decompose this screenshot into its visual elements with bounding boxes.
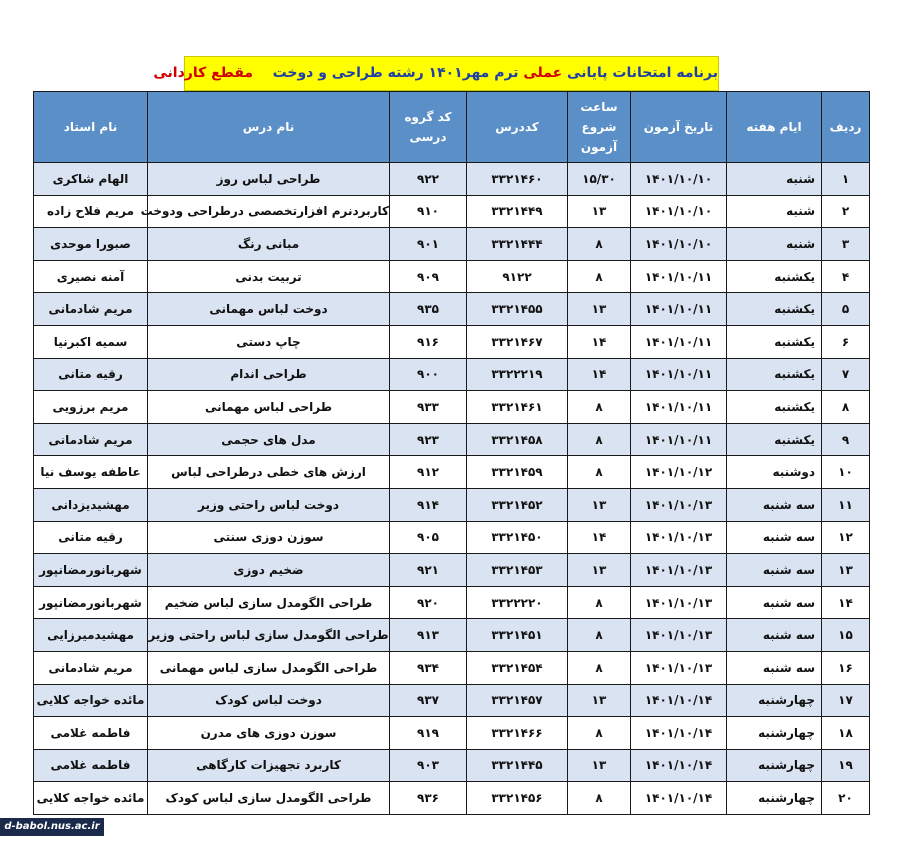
cell-date: ۱۴۰۱/۱۰/۱۱ xyxy=(631,358,727,391)
cell-course-code: ۳۳۲۱۴۵۳ xyxy=(467,554,568,587)
table-row xyxy=(34,456,870,489)
cell-teacher: صبورا موحدی xyxy=(34,228,148,261)
cell-date: ۱۴۰۱/۱۰/۱۴ xyxy=(631,717,727,750)
table-row xyxy=(34,423,870,456)
cell-course-name: طراحی الگومدل سازی لباس مهمانی xyxy=(148,651,390,684)
table-row xyxy=(34,228,870,261)
header-group-code: کد گروه درسی xyxy=(390,92,467,163)
cell-teacher: سمیه اکبرنیا xyxy=(34,325,148,358)
cell-weekday: سه شنبه xyxy=(727,619,822,652)
cell-teacher: شهربانورمضانپور xyxy=(34,554,148,587)
cell-weekday: چهارشنبه xyxy=(727,782,822,815)
cell-row-number: ۱۷ xyxy=(822,684,870,717)
cell-course-code: ۳۳۲۱۴۵۵ xyxy=(467,293,568,326)
header-time: ساعت شروع آزمون xyxy=(568,92,631,163)
cell-row-number: ۹ xyxy=(822,423,870,456)
cell-group-code: ۹۳۳ xyxy=(390,391,467,424)
cell-group-code: ۹۱۶ xyxy=(390,325,467,358)
cell-teacher: فاطمه غلامی xyxy=(34,749,148,782)
cell-time: ۱۴ xyxy=(568,325,631,358)
table-row xyxy=(34,782,870,815)
cell-course-name: طراحی لباس روز xyxy=(148,163,390,196)
cell-row-number: ۱۸ xyxy=(822,717,870,750)
cell-course-code: ۳۳۲۱۴۶۶ xyxy=(467,717,568,750)
cell-teacher: مریم برزویی xyxy=(34,391,148,424)
cell-course-code: ۳۳۲۱۴۵۷ xyxy=(467,684,568,717)
header-teacher: نام استاد xyxy=(34,92,148,163)
cell-course-code: ۳۳۲۱۴۵۸ xyxy=(467,423,568,456)
cell-teacher: مهشیدیزدانی xyxy=(34,488,148,521)
cell-group-code: ۹۰۵ xyxy=(390,521,467,554)
cell-group-code: ۹۰۳ xyxy=(390,749,467,782)
cell-row-number: ۱۴ xyxy=(822,586,870,619)
cell-group-code: ۹۱۳ xyxy=(390,619,467,652)
cell-group-code: ۹۳۷ xyxy=(390,684,467,717)
cell-time: ۸ xyxy=(568,456,631,489)
cell-course-code: ۹۱۲۲ xyxy=(467,260,568,293)
cell-group-code: ۹۱۲ xyxy=(390,456,467,489)
cell-date: ۱۴۰۱/۱۰/۱۳ xyxy=(631,651,727,684)
cell-course-name: ارزش های خطی درطراحی لباس xyxy=(148,456,390,489)
cell-time: ۱۴ xyxy=(568,358,631,391)
cell-teacher: مریم فلاح زاده xyxy=(34,195,148,228)
title-part-2: عملی xyxy=(523,65,563,81)
cell-weekday: چهارشنبه xyxy=(727,684,822,717)
cell-teacher: شهربانورمضانپور xyxy=(34,586,148,619)
cell-teacher: مریم شادمانی xyxy=(34,423,148,456)
cell-row-number: ۲ xyxy=(822,195,870,228)
cell-group-code: ۹۱۹ xyxy=(390,717,467,750)
cell-date: ۱۴۰۱/۱۰/۱۳ xyxy=(631,488,727,521)
table-row xyxy=(34,358,870,391)
cell-course-name: دوخت لباس کودک xyxy=(148,684,390,717)
cell-row-number: ۱۵ xyxy=(822,619,870,652)
cell-weekday: سه شنبه xyxy=(727,586,822,619)
cell-time: ۱۵/۳۰ xyxy=(568,163,631,196)
cell-row-number: ۵ xyxy=(822,293,870,326)
cell-time: ۸ xyxy=(568,391,631,424)
cell-teacher: عاطفه یوسف نیا xyxy=(34,456,148,489)
cell-course-code: ۳۳۲۱۴۵۰ xyxy=(467,521,568,554)
cell-time: ۸ xyxy=(568,423,631,456)
cell-row-number: ۶ xyxy=(822,325,870,358)
cell-course-name: طراحی اندام xyxy=(148,358,390,391)
cell-course-code: ۳۳۲۱۴۴۹ xyxy=(467,195,568,228)
table-row xyxy=(34,684,870,717)
cell-course-name: طراحی الگومدل سازی لباس راحتی وزیر xyxy=(148,619,390,652)
cell-row-number: ۳ xyxy=(822,228,870,261)
cell-time: ۸ xyxy=(568,260,631,293)
cell-teacher: مریم شادمانی xyxy=(34,293,148,326)
cell-weekday: سه شنبه xyxy=(727,554,822,587)
cell-teacher: مهشیدمیرزایی xyxy=(34,619,148,652)
cell-date: ۱۴۰۱/۱۰/۱۰ xyxy=(631,195,727,228)
cell-teacher: آمنه نصیری xyxy=(34,260,148,293)
table-row xyxy=(34,651,870,684)
cell-course-code: ۳۳۲۱۴۶۱ xyxy=(467,391,568,424)
cell-weekday: یکشنبه xyxy=(727,293,822,326)
cell-date: ۱۴۰۱/۱۰/۱۲ xyxy=(631,456,727,489)
cell-course-name: کاربرد تجهیزات کارگاهی xyxy=(148,749,390,782)
cell-row-number: ۱۹ xyxy=(822,749,870,782)
cell-course-code: ۳۳۲۲۲۲۰ xyxy=(467,586,568,619)
cell-date: ۱۴۰۱/۱۰/۱۰ xyxy=(631,163,727,196)
header-date: تاریخ آزمون xyxy=(631,92,727,163)
cell-time: ۸ xyxy=(568,782,631,815)
cell-date: ۱۴۰۱/۱۰/۱۱ xyxy=(631,423,727,456)
cell-row-number: ۱۶ xyxy=(822,651,870,684)
cell-group-code: ۹۲۱ xyxy=(390,554,467,587)
cell-row-number: ۷ xyxy=(822,358,870,391)
cell-course-name: سوزن دوزی سنتی xyxy=(148,521,390,554)
cell-group-code: ۹۳۵ xyxy=(390,293,467,326)
cell-row-number: ۱ xyxy=(822,163,870,196)
cell-row-number: ۲۰ xyxy=(822,782,870,815)
cell-time: ۸ xyxy=(568,717,631,750)
cell-row-number: ۴ xyxy=(822,260,870,293)
exam-schedule-table xyxy=(33,91,870,815)
cell-date: ۱۴۰۱/۱۰/۱۱ xyxy=(631,325,727,358)
cell-group-code: ۹۲۰ xyxy=(390,586,467,619)
cell-course-code: ۳۳۲۱۴۶۰ xyxy=(467,163,568,196)
cell-weekday: چهارشنبه xyxy=(727,717,822,750)
cell-teacher: رقیه متانی xyxy=(34,358,148,391)
cell-teacher: الهام شاکری xyxy=(34,163,148,196)
cell-teacher: مائده خواجه کلایی xyxy=(34,684,148,717)
page-title xyxy=(153,56,719,91)
table-row xyxy=(34,195,870,228)
cell-weekday: سه شنبه xyxy=(727,651,822,684)
cell-date: ۱۴۰۱/۱۰/۱۴ xyxy=(631,782,727,815)
cell-weekday: شنبه xyxy=(727,228,822,261)
cell-course-name: کاربردنرم افزارتخصصی درطراحی ودوخت xyxy=(148,195,390,228)
cell-row-number: ۱۳ xyxy=(822,554,870,587)
cell-course-name: طراحی الگومدل سازی لباس کودک xyxy=(148,782,390,815)
cell-course-code: ۳۳۲۱۴۴۴ xyxy=(467,228,568,261)
cell-course-code: ۳۳۲۱۴۴۵ xyxy=(467,749,568,782)
cell-group-code: ۹۰۱ xyxy=(390,228,467,261)
cell-course-code: ۳۳۲۱۴۵۹ xyxy=(467,456,568,489)
title-part-4: مقطع کاردانی xyxy=(153,65,254,81)
cell-row-number: ۱۱ xyxy=(822,488,870,521)
table-row xyxy=(34,749,870,782)
cell-course-name: ضخیم دوزی xyxy=(148,554,390,587)
cell-weekday: یکشنبه xyxy=(727,260,822,293)
cell-row-number: ۱۰ xyxy=(822,456,870,489)
header-course-code: کددرس xyxy=(467,92,568,163)
cell-time: ۱۳ xyxy=(568,749,631,782)
cell-teacher: فاطمه غلامی xyxy=(34,717,148,750)
cell-date: ۱۴۰۱/۱۰/۱۱ xyxy=(631,293,727,326)
cell-course-name: سوزن دوزی های مدرن xyxy=(148,717,390,750)
table-row xyxy=(34,488,870,521)
cell-course-name: طراحی الگومدل سازی لباس ضخیم xyxy=(148,586,390,619)
table-header-row xyxy=(34,92,870,163)
cell-course-code: ۳۳۲۱۴۵۱ xyxy=(467,619,568,652)
cell-date: ۱۴۰۱/۱۰/۱۰ xyxy=(631,228,727,261)
table-row xyxy=(34,260,870,293)
cell-group-code: ۹۱۰ xyxy=(390,195,467,228)
cell-course-name: تربیت بدنی xyxy=(148,260,390,293)
cell-group-code: ۹۲۲ xyxy=(390,163,467,196)
cell-course-code: ۳۳۲۲۲۱۹ xyxy=(467,358,568,391)
cell-course-code: ۳۳۲۱۴۶۷ xyxy=(467,325,568,358)
cell-date: ۱۴۰۱/۱۰/۱۳ xyxy=(631,521,727,554)
cell-time: ۱۳ xyxy=(568,293,631,326)
cell-teacher: مریم شادمانی xyxy=(34,651,148,684)
cell-weekday: چهارشنبه xyxy=(727,749,822,782)
cell-course-code: ۳۳۲۱۴۵۴ xyxy=(467,651,568,684)
table-row xyxy=(34,391,870,424)
cell-time: ۸ xyxy=(568,228,631,261)
cell-group-code: ۹۳۶ xyxy=(390,782,467,815)
cell-course-name: دوخت لباس راحتی وزیر xyxy=(148,488,390,521)
header-row-number: ردیف xyxy=(822,92,870,163)
cell-group-code: ۹۱۴ xyxy=(390,488,467,521)
cell-weekday: یکشنبه xyxy=(727,325,822,358)
header-course-name: نام درس xyxy=(148,92,390,163)
cell-course-code: ۳۳۲۱۴۵۲ xyxy=(467,488,568,521)
cell-weekday: سه شنبه xyxy=(727,521,822,554)
cell-date: ۱۴۰۱/۱۰/۱۱ xyxy=(631,391,727,424)
cell-weekday: شنبه xyxy=(727,163,822,196)
cell-group-code: ۹۳۴ xyxy=(390,651,467,684)
cell-date: ۱۴۰۱/۱۰/۱۳ xyxy=(631,619,727,652)
title-part-3: ترم مهر۱۴۰۱ رشته طراحی و دوخت xyxy=(272,65,519,81)
cell-date: ۱۴۰۱/۱۰/۱۴ xyxy=(631,749,727,782)
cell-teacher: رقیه متانی xyxy=(34,521,148,554)
cell-time: ۸ xyxy=(568,651,631,684)
cell-course-name: مبانی رنگ xyxy=(148,228,390,261)
cell-weekday: دوشنبه xyxy=(727,456,822,489)
cell-date: ۱۴۰۱/۱۰/۱۱ xyxy=(631,260,727,293)
cell-row-number: ۸ xyxy=(822,391,870,424)
table-row xyxy=(34,521,870,554)
cell-course-name: مدل های حجمی xyxy=(148,423,390,456)
cell-teacher: مائده خواجه کلایی xyxy=(34,782,148,815)
cell-course-code: ۳۳۲۱۴۵۶ xyxy=(467,782,568,815)
table-row xyxy=(34,619,870,652)
cell-weekday: شنبه xyxy=(727,195,822,228)
cell-group-code: ۹۲۳ xyxy=(390,423,467,456)
cell-date: ۱۴۰۱/۱۰/۱۳ xyxy=(631,586,727,619)
table-row xyxy=(34,163,870,196)
table-row xyxy=(34,554,870,587)
cell-date: ۱۴۰۱/۱۰/۱۳ xyxy=(631,554,727,587)
header-weekday: ایام هفته xyxy=(727,92,822,163)
cell-course-name: دوخت لباس مهمانی xyxy=(148,293,390,326)
cell-weekday: یکشنبه xyxy=(727,391,822,424)
cell-time: ۸ xyxy=(568,619,631,652)
site-watermark: d-babol.nus.ac.ir xyxy=(0,818,104,836)
table-row xyxy=(34,293,870,326)
cell-time: ۱۴ xyxy=(568,521,631,554)
cell-time: ۱۳ xyxy=(568,195,631,228)
cell-row-number: ۱۲ xyxy=(822,521,870,554)
cell-time: ۸ xyxy=(568,586,631,619)
table-row xyxy=(34,717,870,750)
cell-time: ۱۳ xyxy=(568,488,631,521)
title-part-1: برنامه امتحانات پایانی xyxy=(567,65,718,81)
cell-weekday: سه شنبه xyxy=(727,488,822,521)
cell-time: ۱۳ xyxy=(568,684,631,717)
table-row xyxy=(34,586,870,619)
cell-weekday: یکشنبه xyxy=(727,358,822,391)
cell-weekday: یکشنبه xyxy=(727,423,822,456)
cell-date: ۱۴۰۱/۱۰/۱۴ xyxy=(631,684,727,717)
cell-course-name: طراحی لباس مهمانی xyxy=(148,391,390,424)
table-row xyxy=(34,325,870,358)
cell-group-code: ۹۰۰ xyxy=(390,358,467,391)
cell-course-name: چاپ دستی xyxy=(148,325,390,358)
cell-group-code: ۹۰۹ xyxy=(390,260,467,293)
cell-time: ۱۳ xyxy=(568,554,631,587)
